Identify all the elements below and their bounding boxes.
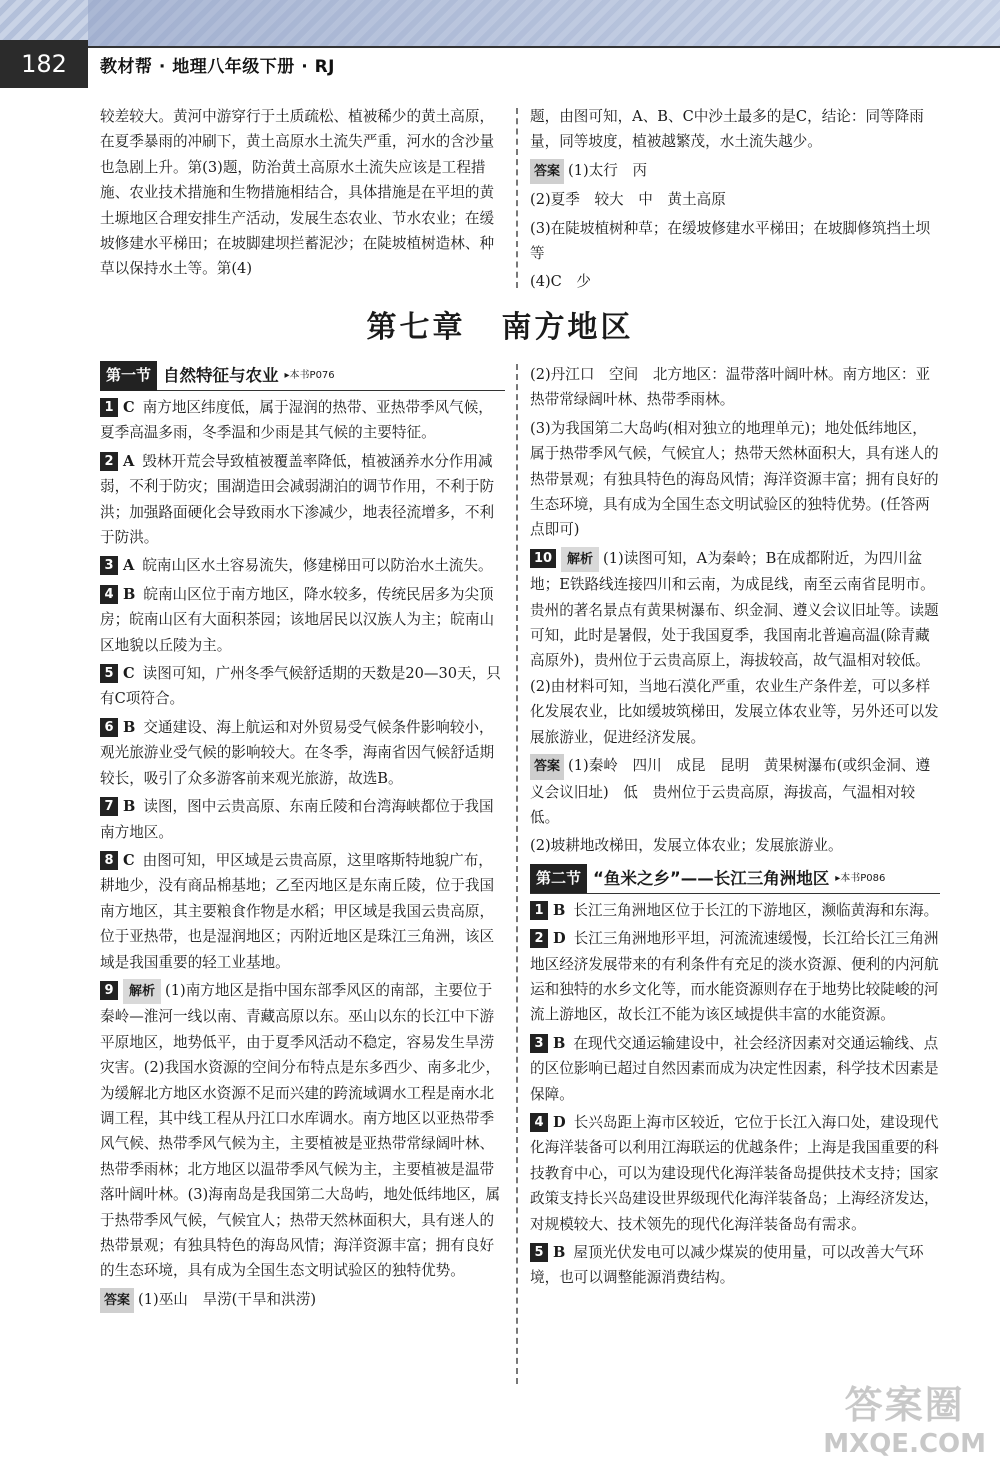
- section-2-title: “鱼米之乡”——长江三角洲地区: [593, 869, 830, 889]
- question-9-answer: 答案 (1)巫山 旱涝(干旱和洪涝): [100, 1287, 505, 1313]
- list-item: 2 A 毁林开荒会导致植被覆盖率降低，植被涵养水分作用减弱，不利于防灾；围湖造田会减弱湖泊的调节作用，不利于防洪；加强路面硬化会导致雨水下渗减少，地表径流增多，不利于防洪。: [100, 452, 495, 547]
- page-number: 182: [0, 40, 88, 88]
- top-left-column: [100, 104, 508, 285]
- top-answer-4: (4)C 少: [530, 273, 592, 291]
- question-10: 10 解析 (1)读图可知，A为秦岭；B在成都附近，为四川盆地；E铁路线连接四川和云南，为成昆线，南至云南省昆明市。贵州的著名景点有黄果树瀑布、织金洞、遵义会议旧址等。读题可知，此时是暑假，处于我国夏季，我国南北普遍高温(除青藏高原外)，贵州位于云贵高原上，海拔较高，故气温相对较低。(2)由材料可知，当地石漠化严重，农业生产条件差，可以多样化发展农业，比如缓坡筑梯田，发展立体农业等，另外还可以发展旅游业，促进经济发展。: [530, 546, 940, 750]
- top-answer-2: (2)夏季 较大 中 黄土高原: [530, 191, 726, 209]
- list-item: 5 B 屋顶光伏发电可以减少煤炭的使用量，可以改善大气环境，也可以调整能源消费结构。: [530, 1244, 924, 1287]
- section-1-tag: 第一节: [100, 361, 157, 390]
- list-item: 5 C 读图可知，广州冬季气候舒适期的天数是20—30天，只有C项符合。: [100, 665, 501, 708]
- main-column-divider: [516, 364, 518, 1384]
- top-right-text: 题，由图可知，A、B、C中沙土最多的是C，结论：同等降雨量，同等坡度，植被越繁茂，水土流失越少。: [530, 108, 924, 151]
- section-2-header: [530, 865, 940, 894]
- book-title: 教材帮 · 地理八年级下册 · RJ: [100, 57, 336, 77]
- top-left-text: 较差较大。黄河中游穿行于土质疏松、植被稀少的黄土高原，在夏季暴雨的冲刷下，黄土高原水土流失严重，河水的含沙量也急剧上升。第(3)题，防治黄土高原水土流失应该是工程措施、农业技术措施和生物措施相结合，具体措施是在平坦的黄土塬地区合理安排生产活动，发展生态农业、节水农业；在缓坡修建水平梯田；在坡脚建坝拦蓄泥沙；在陡坡植树造林、种草以保持水土等。第(4): [100, 108, 495, 278]
- list-item: 1 C 南方地区纬度低，属于湿润的热带、亚热带季风气候，夏季高温多雨，冬季温和少雨是其气候的主要特征。: [100, 399, 493, 442]
- analysis-tag: 解析: [561, 547, 599, 572]
- list-item: 4 D 长兴岛距上海市区较近，它位于长江入海口处，建设现代化海洋装备可以利用江海联运的优越条件；上海是我国重要的科技教育中心，可以为建设现代化海洋装备岛提供技术支持；国家政策支持长兴岛建设世界级现代化海洋装备岛；上海经济发达，对规模较大、技术领先的现代化海洋装备岛有需求。: [530, 1113, 939, 1233]
- top-answer-1: 答案 (1)太行 丙: [530, 158, 940, 184]
- analysis-tag: 解析: [123, 979, 161, 1004]
- list-item: 4 B 皖南山区位于南方地区，降水较多，传统民居多为尖顶房；皖南山区有大面积茶园；该地居民以汉族人为主；皖南山区地貌以丘陵为主。: [100, 585, 495, 654]
- section-2-ref: ▸本书P086: [835, 873, 886, 885]
- list-item: 3 A 皖南山区水土容易流失，修建梯田可以防治水土流失。: [100, 553, 505, 578]
- list-item: 7 B 读图，图中云贵高原、东南丘陵和台湾海峡都位于我国南方地区。: [100, 798, 494, 841]
- answer-tag: 答案: [530, 754, 564, 779]
- chapter-title: 南方地区: [501, 310, 634, 345]
- answer-tag: 答案: [530, 159, 564, 184]
- section-1-ref: ▸本书P076: [284, 370, 335, 382]
- left-column: [100, 362, 505, 1316]
- list-item: 8 C 由图可知，甲区域是云贵高原，这里喀斯特地貌广布，耕地少，没有商品棉基地；乙至丙地区是东南丘陵，位于我国南方地区，其主要粮食作物是水稻；甲区域是我国云贵高原，位于亚热带，也是湿润地区；丙附近地区是珠江三角洲，该区域是我国重要的轻工业基地。: [100, 851, 495, 971]
- list-item: 1 B 长江三角洲地区位于长江的下游地区，濒临黄海和东海。: [530, 898, 940, 923]
- list-item: 6 B 交通建设、海上航运和对外贸易受气候条件影响较小，观光旅游业受气候的影响较大。在冬季，海南省因气候舒适期较长，吸引了众多游客前来观光旅游，故选B。: [100, 718, 495, 787]
- section-2-tag: 第二节: [530, 864, 587, 893]
- top-answer-3: (3)在陡坡植树种草；在缓坡修建水平梯田；在坡脚修筑挡土坝等: [530, 219, 931, 263]
- watermark-logo: 答案圈 MXQE.COM: [823, 1383, 986, 1459]
- right-column: [530, 362, 940, 1294]
- chapter-heading: [0, 302, 1000, 346]
- header-rule: [88, 46, 1000, 48]
- section-1-header: [100, 362, 505, 391]
- q9-answer-3: (3)为我国第二大岛屿(相对独立的地理单元)；地处低纬地区，属于热带季风气候，气候宜人；热带天然林面积大，具有迷人的热带景观；有独具特色的海岛风情；海洋资源丰富；拥有良好的生态环境，具有成为全国生态文明试验区的独特优势。(任答两点即可): [530, 419, 939, 539]
- chapter-number: 第七章: [366, 310, 466, 345]
- question-10-answer: 答案 (1)秦岭 四川 成昆 昆明 黄果树瀑布(或织金洞、遵义会议旧址) 低 贵州位于云贵高原，海拔高，气温相对较低。: [530, 753, 940, 830]
- top-right-column: [530, 104, 940, 298]
- section-1-title: 自然特征与农业: [163, 366, 279, 386]
- question-9: 9 解析 (1)南方地区是指中国东部季风区的南部，主要位于秦岭—淮河一线以南、青藏高原以东。巫山以东的长江中下游平原地区，地势低平，由于夏季风活动不稳定，容易发生旱涝灾害。(2)我国水资源的空间分布特点是东多西少、南多北少，为缓解北方地区水资源不足而兴建的跨流域调水工程是南水北调工程，其中线工程从丹江口水库调水。南方地区以亚热带季风气候、热带季风气候为主，主要植被是亚热带常绿阔叶林、热带季雨林；北方地区以温带季风气候为主，主要植被是温带落叶阔叶林。(3)海南岛是我国第二大岛屿，地处低纬地区，属于热带季风气候，气候宜人；热带天然林面积大，具有迷人的热带景观；有独具特色的海岛风情；海洋资源丰富；拥有良好的生态环境，具有成为全国生态文明试验区的独特优势。: [100, 978, 505, 1284]
- list-item: 3 B 在现代交通运输建设中，社会经济因素对交通运输线、点的区位影响已超过自然因素而成为决定性因素，科学技术因素是保障。: [530, 1034, 939, 1103]
- header-band-overlay: [88, 0, 1000, 46]
- page-header: [0, 0, 1000, 88]
- list-item: 2 D 长江三角洲地形平坦，河流流速缓慢，长江给长江三角洲地区经济发展带来的有利条件有充足的淡水资源、便利的内河航运和独特的水乡文化等，而水能资源则存在于地势比较陡峻的河流上游地区，故长江不能为该区域提供丰富的水能资源。: [530, 930, 939, 1024]
- question-10-answer-2: (2)坡耕地改梯田，发展立体农业；发展旅游业。: [530, 837, 843, 855]
- top-column-divider: [516, 108, 518, 288]
- q9-answer-2: (2)丹江口 空间 北方地区：温带落叶阔叶林。南方地区：亚热带常绿阔叶林、热带季雨林。: [530, 366, 931, 409]
- answer-tag: 答案: [100, 1288, 134, 1313]
